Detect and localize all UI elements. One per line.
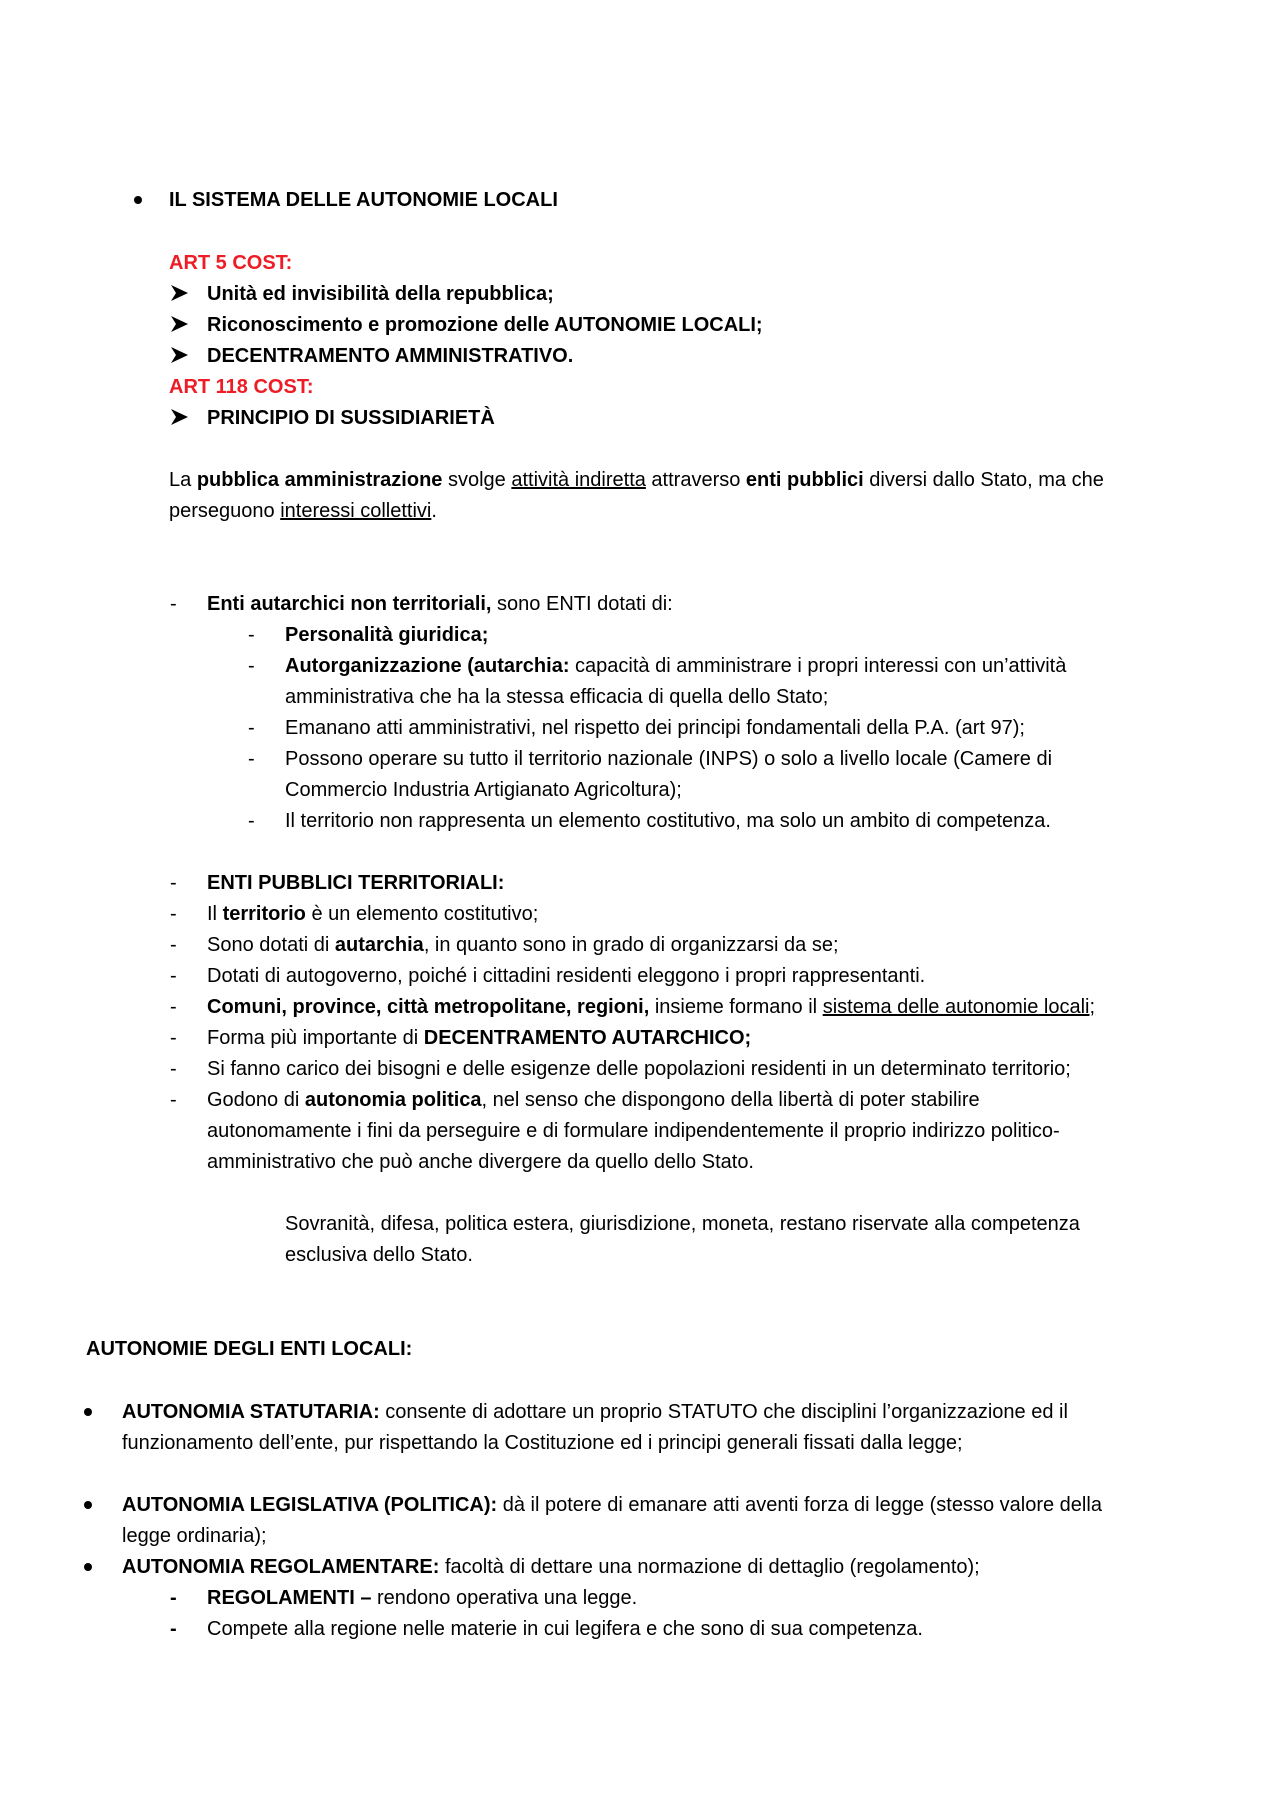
- dash-bullet: -: [170, 965, 177, 987]
- paragraph-line: La pubblica amministrazione svolge attività indiretta attraverso enti pubblici diversi dallo Stato, ma che: [169, 469, 1104, 491]
- list-item: AUTONOMIA STATUTARIA: consente di adottare un proprio STATUTO che disciplini l’organizzazione ed il: [122, 1401, 1068, 1423]
- dash-bullet: -: [248, 655, 255, 677]
- dash-bullet: -: [170, 934, 177, 956]
- list-item-continued: amministrativa che ha la stessa efficacia di quella dello Stato;: [285, 686, 829, 708]
- dash-bullet: -: [170, 903, 177, 925]
- dash-bullet: -: [170, 996, 177, 1018]
- list-item: Emanano atti amministrativi, nel rispetto dei principi fondamentali della P.A. (art 97);: [285, 717, 1025, 739]
- section-heading: IL SISTEMA DELLE AUTONOMIE LOCALI: [169, 189, 558, 211]
- list-item: Godono di autonomia politica, nel senso che dispongono della libertà di poter stabilire: [207, 1089, 980, 1111]
- arrow-bullet-icon: [170, 314, 190, 334]
- arrow-bullet-icon: [170, 345, 190, 365]
- list-item-continued: autonomamente i fini da perseguire e di formulare indipendentemente il proprio indirizzo politico-: [207, 1120, 1060, 1142]
- dash-bullet: -: [248, 748, 255, 770]
- dash-bullet: -: [170, 1618, 177, 1640]
- dash-bullet: -: [170, 1089, 177, 1111]
- list-item-continued: amministrativo che può anche divergere da quello dello Stato.: [207, 1151, 754, 1173]
- dash-bullet: -: [248, 717, 255, 739]
- list-item: Enti autarchici non territoriali, sono ENTI dotati di:: [207, 593, 673, 615]
- dash-bullet: -: [170, 1587, 177, 1609]
- list-item: Riconoscimento e promozione delle AUTONOMIE LOCALI;: [207, 314, 763, 336]
- list-item: AUTONOMIA LEGISLATIVA (POLITICA): dà il potere di emanare atti aventi forza di legge (stesso valore della: [122, 1494, 1102, 1516]
- list-item: Il territorio non rappresenta un elemento costitutivo, ma solo un ambito di competenza.: [285, 810, 1051, 832]
- list-item: DECENTRAMENTO AMMINISTRATIVO.: [207, 345, 574, 367]
- bullet-icon: [134, 196, 142, 204]
- arrow-bullet-icon: [170, 283, 190, 303]
- list-item-continued: funzionamento dell’ente, pur rispettando la Costituzione ed i principi generali fissati dalla legge;: [122, 1432, 963, 1454]
- list-item-continued: Commercio Industria Artigianato Agricoltura);: [285, 779, 682, 801]
- list-item: Sono dotati di autarchia, in quanto sono in grado di organizzarsi da se;: [207, 934, 839, 956]
- bullet-icon: [84, 1408, 92, 1416]
- list-item: Compete alla regione nelle materie in cui legifera e che sono di sua competenza.: [207, 1618, 923, 1640]
- bullet-icon: [84, 1563, 92, 1571]
- note-line: esclusiva dello Stato.: [285, 1244, 473, 1266]
- list-item: Autorganizzazione (autarchia: capacità di amministrare i propri interessi con un’attività: [285, 655, 1067, 677]
- dash-bullet: -: [170, 1027, 177, 1049]
- bullet-icon: [84, 1501, 92, 1509]
- list-item: Unità ed invisibilità della repubblica;: [207, 283, 554, 305]
- list-item: Dotati di autogoverno, poiché i cittadini residenti eleggono i propri rappresentanti.: [207, 965, 926, 987]
- dash-bullet: -: [170, 593, 177, 615]
- list-item: Il territorio è un elemento costitutivo;: [207, 903, 539, 925]
- dash-bullet: -: [248, 624, 255, 646]
- note-line: Sovranità, difesa, politica estera, giurisdizione, moneta, restano riservate alla competenza: [285, 1213, 1080, 1235]
- list-item-continued: legge ordinaria);: [122, 1525, 267, 1547]
- article-label: ART 118 COST:: [169, 376, 314, 398]
- list-item: AUTONOMIA REGOLAMENTARE: facoltà di dettare una normazione di dettaglio (regolamento);: [122, 1556, 980, 1578]
- list-item: Forma più importante di DECENTRAMENTO AUTARCHICO;: [207, 1027, 752, 1049]
- article-label: ART 5 COST:: [169, 252, 293, 274]
- list-item: PRINCIPIO DI SUSSIDIARIETÀ: [207, 407, 495, 429]
- dash-bullet: -: [248, 810, 255, 832]
- section-heading: AUTONOMIE DEGLI ENTI LOCALI:: [86, 1338, 413, 1360]
- list-item: Si fanno carico dei bisogni e delle esigenze delle popolazioni residenti in un determinato territorio;: [207, 1058, 1071, 1080]
- list-item: Possono operare su tutto il territorio nazionale (INPS) o solo a livello locale (Camere di: [285, 748, 1053, 770]
- list-item: REGOLAMENTI – rendono operativa una legge.: [207, 1587, 638, 1609]
- list-item: ENTI PUBBLICI TERRITORIALI:: [207, 872, 505, 894]
- dash-bullet: -: [170, 872, 177, 894]
- arrow-bullet-icon: [170, 407, 190, 427]
- list-item: Personalità giuridica;: [285, 624, 489, 646]
- dash-bullet: -: [170, 1058, 177, 1080]
- list-item: Comuni, province, città metropolitane, regioni, insieme formano il sistema delle autonomie locali;: [207, 996, 1096, 1018]
- paragraph-line: perseguono interessi collettivi.: [169, 500, 437, 522]
